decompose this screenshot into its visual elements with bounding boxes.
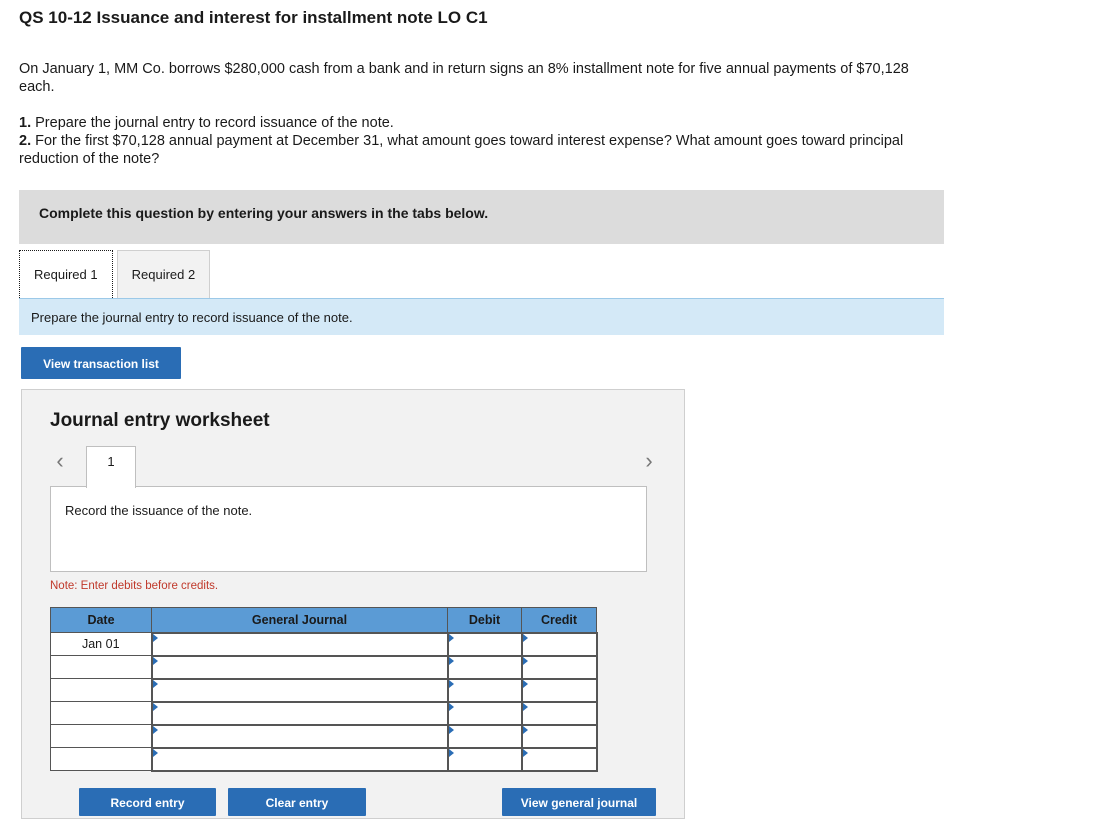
debit-input[interactable] bbox=[448, 656, 522, 679]
requirement-text: For the first $70,128 annual payment at December 31, what amount goes toward interest expense? What amount goes toward principal reduction of the note? bbox=[19, 133, 904, 167]
date-cell[interactable] bbox=[51, 702, 152, 725]
account-select[interactable] bbox=[152, 725, 448, 748]
requirement-number: 2. bbox=[19, 133, 32, 149]
requirement-text: Prepare the journal entry to record issuance of the note. bbox=[35, 115, 394, 131]
view-general-journal-button[interactable]: View general journal bbox=[502, 788, 656, 816]
requirement-2 bbox=[19, 132, 939, 168]
account-select[interactable] bbox=[152, 656, 448, 679]
clear-entry-button[interactable]: Clear entry bbox=[228, 788, 366, 816]
date-cell[interactable] bbox=[51, 725, 152, 748]
table-row bbox=[51, 633, 597, 656]
worksheet-page-tab[interactable]: 1 bbox=[86, 446, 136, 488]
credit-input[interactable] bbox=[522, 633, 597, 656]
column-header-date: Date bbox=[51, 608, 152, 633]
credit-input[interactable] bbox=[522, 748, 597, 771]
requirement-1 bbox=[19, 114, 939, 132]
tab-instruction: Prepare the journal entry to record issuance of the note. bbox=[19, 299, 944, 335]
credit-input[interactable] bbox=[522, 725, 597, 748]
transaction-description: Record the issuance of the note. bbox=[50, 486, 647, 572]
debit-input[interactable] bbox=[448, 702, 522, 725]
table-row bbox=[51, 679, 597, 702]
debit-input[interactable] bbox=[448, 679, 522, 702]
debit-credit-note: Note: Enter debits before credits. bbox=[50, 580, 219, 592]
table-row bbox=[51, 748, 597, 771]
chevron-left-icon[interactable]: ‹ bbox=[56, 448, 64, 473]
chevron-right-icon[interactable]: › bbox=[645, 448, 653, 473]
page-title: QS 10-12 Issuance and interest for installment note LO C1 bbox=[19, 8, 488, 27]
credit-input[interactable] bbox=[522, 656, 597, 679]
date-cell[interactable]: Jan 01 bbox=[51, 633, 152, 656]
date-cell[interactable] bbox=[51, 656, 152, 679]
requirements-list bbox=[19, 114, 939, 168]
column-header-general-journal: General Journal bbox=[152, 608, 448, 633]
account-select[interactable] bbox=[152, 702, 448, 725]
date-cell[interactable] bbox=[51, 679, 152, 702]
table-row bbox=[51, 702, 597, 725]
column-header-credit: Credit bbox=[522, 608, 597, 633]
debit-input[interactable] bbox=[448, 633, 522, 656]
table-row bbox=[51, 656, 597, 679]
tab-required-2[interactable]: Required 2 bbox=[117, 250, 211, 298]
record-entry-button[interactable]: Record entry bbox=[79, 788, 216, 816]
date-cell[interactable] bbox=[51, 748, 152, 771]
requirement-number: 1. bbox=[19, 115, 32, 131]
credit-input[interactable] bbox=[522, 702, 597, 725]
requirement-tabs bbox=[19, 250, 210, 298]
credit-input[interactable] bbox=[522, 679, 597, 702]
worksheet-title: Journal entry worksheet bbox=[50, 410, 270, 431]
column-header-debit: Debit bbox=[448, 608, 522, 633]
account-select[interactable] bbox=[152, 679, 448, 702]
account-select[interactable] bbox=[152, 633, 448, 656]
view-transaction-list-button[interactable]: View transaction list bbox=[21, 347, 181, 379]
debit-input[interactable] bbox=[448, 748, 522, 771]
problem-intro: On January 1, MM Co. borrows $280,000 cash from a bank and in return signs an 8% installment note for five annual payments of $70,128 each. bbox=[19, 61, 909, 95]
account-select[interactable] bbox=[152, 748, 448, 771]
table-row bbox=[51, 725, 597, 748]
debit-input[interactable] bbox=[448, 725, 522, 748]
journal-header-row bbox=[51, 608, 597, 633]
journal-entry-worksheet bbox=[21, 389, 685, 819]
journal-table bbox=[50, 607, 598, 772]
tab-required-1[interactable]: Required 1 bbox=[19, 250, 113, 298]
instructions-banner: Complete this question by entering your answers in the tabs below. bbox=[19, 190, 944, 244]
